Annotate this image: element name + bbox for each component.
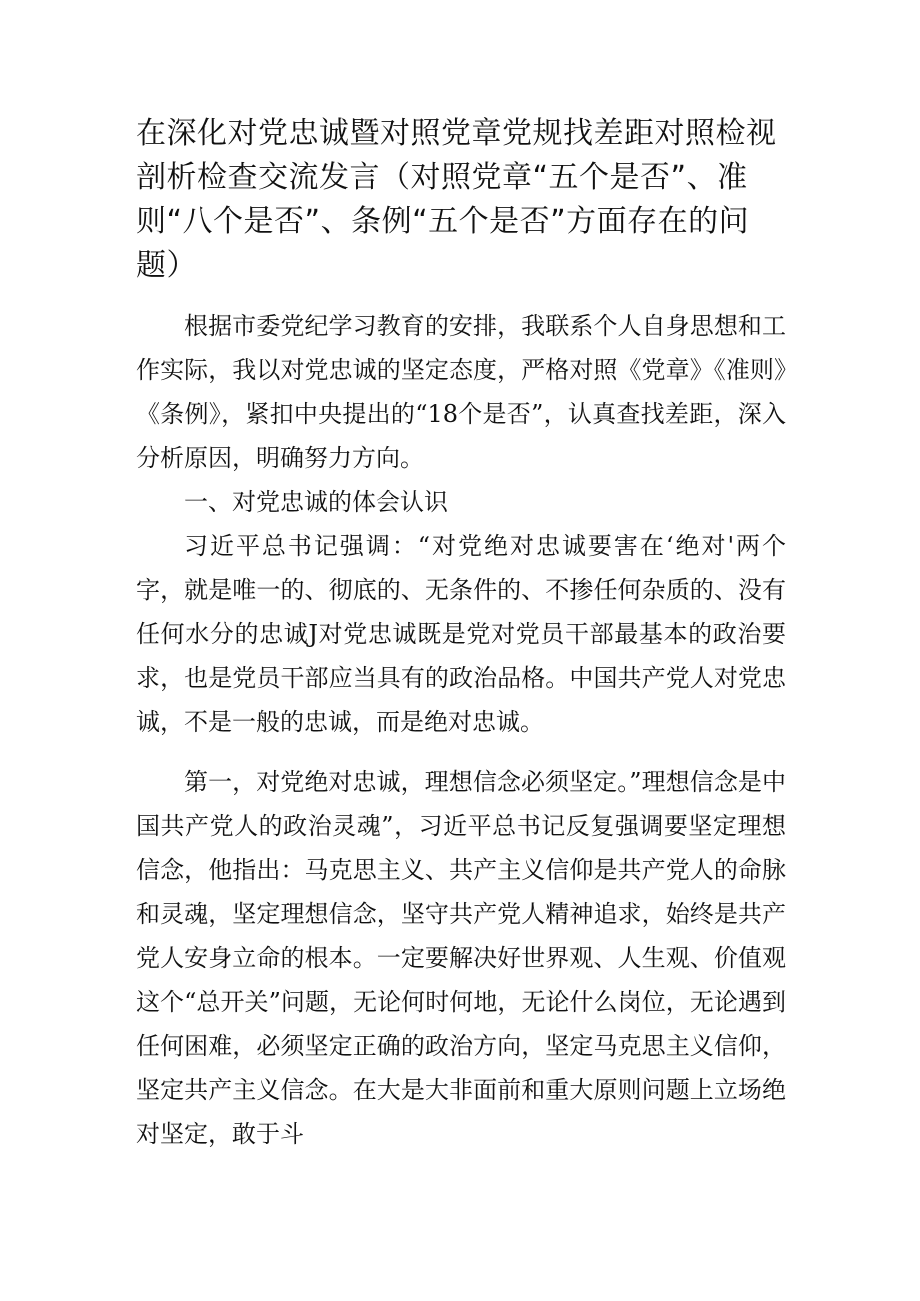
paragraph-first-point: 第一，对党绝对忠诚，理想信念必须坚定。”理想信念是中国共产党人的政治灵魂”，习近平总书记反复强调要坚定理想信念，他指出：马克思主义、共产主义信仰是共产党人的命脉和灵魂，坚定理想信念，坚守共产党人精神追求，始终是共产党人安身立命的根本。一定要解决好世界观、人生观、价值观这个“总开关”问题，无论何时何地，无论什么岗位，无论遇到任何困难，必须坚定正确的政治方向，坚定马克思主义信仰，坚定共产主义信念。在大是大非面前和重大原则问题上立场绝对坚定，敢于斗 (136, 768, 786, 1148)
section-heading: 一、对党忠诚的体会认识 (184, 488, 448, 516)
document-body (136, 304, 786, 1156)
paragraph-intro: 根据市委党纪学习教育的安排，我联系个人自身思想和工作实际，我以对党忠诚的坚定态度，严格对照《党章》《准则》《条例》，紧扣中央提出的“18个是否”，认真查找差距，深入分析原因，明确努力方向。 (136, 312, 786, 472)
paragraph-quote: 习近平总书记强调：“对党绝对忠诚要害在‘绝对'两个字，就是唯一的、彻底的、无条件的、不掺任何杂质的、没有任何水分的忠诚J对党忠诚既是党对党员干部最基本的政治要求，也是党员干部应当具有的政治品格。中国共产党人对党忠诚，不是一般的忠诚，而是绝对忠诚。 (136, 532, 786, 736)
document-title: 在深化对党忠诚暨对照党章党规找差距对照检视剖析检查交流发言（对照党章“五个是否”、准则“八个是否”、条例“五个是否”方面存在的问题） (136, 116, 777, 283)
